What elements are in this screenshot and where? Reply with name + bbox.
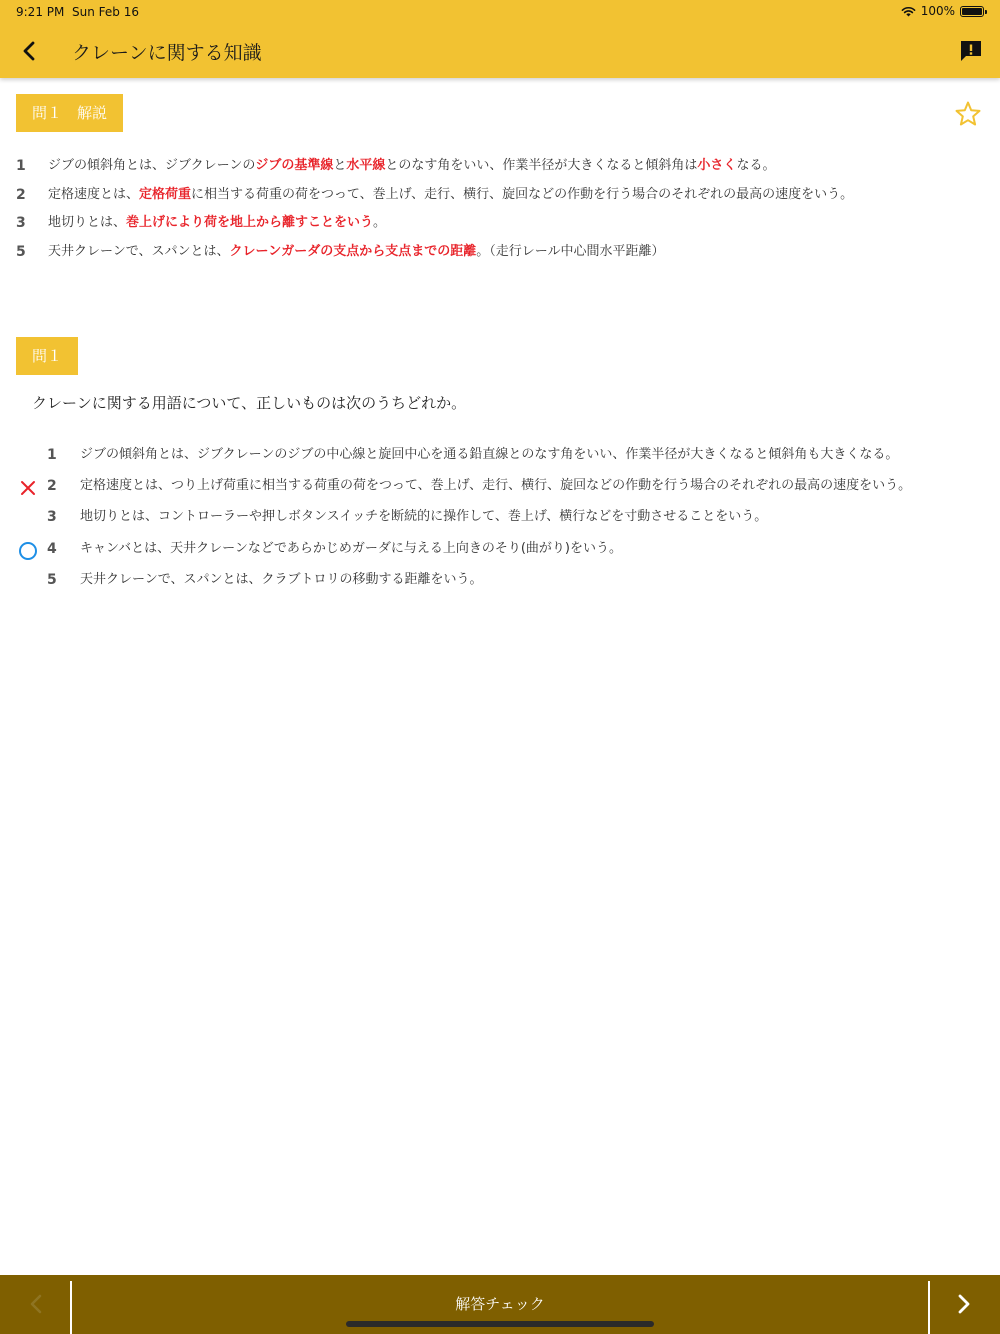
explanation-segment: 。	[373, 215, 387, 230]
star-icon	[954, 100, 982, 128]
choice-item-5[interactable]	[16, 569, 986, 600]
explanation-item-text	[48, 184, 853, 206]
explanation-tag: 問１ 解説	[16, 94, 123, 132]
choice-text: 地切りとは、コントローラーや押しボタンスイッチを断続的に操作して、巻上げ、横行などを寸動させることをいう。	[80, 509, 768, 525]
status-bar	[0, 0, 1000, 24]
page-title: クレーンに関する知識	[72, 42, 262, 64]
correct-mark-icon	[18, 541, 38, 561]
explanation-list	[16, 155, 976, 269]
explanation-segment: に相当する荷重の荷をつって、巻上げ、走行、横行、旋回などの作動を行う場合のそれぞれの最高の速度をいう。	[191, 186, 854, 202]
choice-number: 4	[47, 540, 57, 557]
status-date: Sun Feb 16	[72, 5, 139, 19]
choice-number: 2	[47, 478, 57, 495]
choice-text: 天井クレーンで、スパンとは、クラブトロリの移動する距離をいう。	[80, 571, 483, 587]
question-tag: 問１	[16, 337, 78, 375]
choice-number: 1	[47, 447, 57, 463]
choice-item-1[interactable]	[16, 444, 986, 475]
back-button[interactable]	[14, 36, 44, 66]
explanation-segment: 。（走行レール中心間水平距離）	[476, 243, 665, 259]
explanation-item	[16, 155, 976, 184]
highlight-term: 定格荷重	[139, 186, 192, 202]
chevron-right-icon	[928, 1275, 1000, 1334]
chevron-left-icon	[0, 1275, 72, 1334]
chevron-left-icon	[14, 36, 44, 66]
bookmark-button[interactable]	[954, 100, 982, 128]
explanation-item-text	[48, 241, 664, 263]
status-right	[901, 4, 984, 18]
choice-item-2[interactable]	[16, 475, 986, 506]
choice-list	[16, 444, 986, 600]
highlight-term: ジブの基準線	[255, 158, 334, 173]
choice-text: 定格速度とは、つり上げ荷重に相当する荷重の荷をつって、巻上げ、走行、横行、旋回などの作動を行う場合のそれぞれの最高の速度をいう。	[80, 478, 912, 494]
next-question-button[interactable]	[928, 1275, 1000, 1334]
explanation-item-number: 5	[16, 243, 26, 260]
choice-text: キャンバとは、天井クレーンなどであらかじめガーダに与える上向きのそり(曲がり)をいう。	[80, 540, 622, 556]
feedback-button[interactable]	[958, 38, 984, 64]
explanation-segment: 地切りとは、	[48, 215, 127, 230]
highlight-term: 水平線	[346, 158, 386, 173]
explanation-segment: と	[333, 158, 347, 173]
answer-check-button[interactable]: 解答チェック	[455, 1295, 545, 1313]
explanation-segment: なる。	[736, 158, 776, 173]
highlight-term: 小さく	[697, 158, 737, 173]
nav-header	[0, 0, 1000, 78]
feedback-icon	[958, 38, 984, 64]
prev-question-button[interactable]	[0, 1275, 72, 1334]
choice-text: ジブの傾斜角とは、ジブクレーンのジブの中心線と旋回中心を通る鉛直線とのなす角をいい、作業半径が大きくなると傾斜角も大きくなる。	[80, 447, 899, 462]
battery-percent: 100%	[920, 4, 955, 18]
choice-item-4[interactable]	[16, 538, 986, 569]
explanation-item-text	[48, 155, 775, 177]
highlight-term: 巻上げにより荷を地上から離すことをいう	[126, 215, 374, 230]
explanation-item-number: 3	[16, 215, 26, 231]
explanation-segment: ジブの傾斜角とは、ジブクレーンの	[48, 158, 256, 173]
explanation-item-number: 1	[16, 158, 26, 174]
status-time: 9:21 PM	[16, 5, 65, 19]
wifi-icon	[901, 6, 916, 17]
explanation-item-number: 2	[16, 186, 26, 203]
question-text: クレーンに関する用語について、正しいものは次のうちどれか。	[32, 394, 467, 412]
choice-item-3[interactable]	[16, 506, 986, 537]
explanation-segment: 天井クレーンで、スパンとは、	[48, 243, 230, 259]
wrong-mark-icon	[18, 478, 38, 498]
battery-icon	[960, 6, 984, 17]
highlight-term: クレーンガーダの支点から支点までの距離	[229, 243, 477, 259]
choice-number: 3	[47, 509, 57, 526]
home-indicator	[346, 1321, 654, 1327]
explanation-segment: とのなす角をいい、作業半径が大きくなると傾斜角は	[385, 158, 698, 173]
explanation-item	[16, 241, 976, 270]
explanation-item	[16, 184, 976, 213]
choice-number: 5	[47, 571, 57, 588]
explanation-segment: 定格速度とは、	[48, 186, 140, 202]
explanation-item-text	[48, 212, 386, 234]
explanation-item	[16, 212, 976, 241]
